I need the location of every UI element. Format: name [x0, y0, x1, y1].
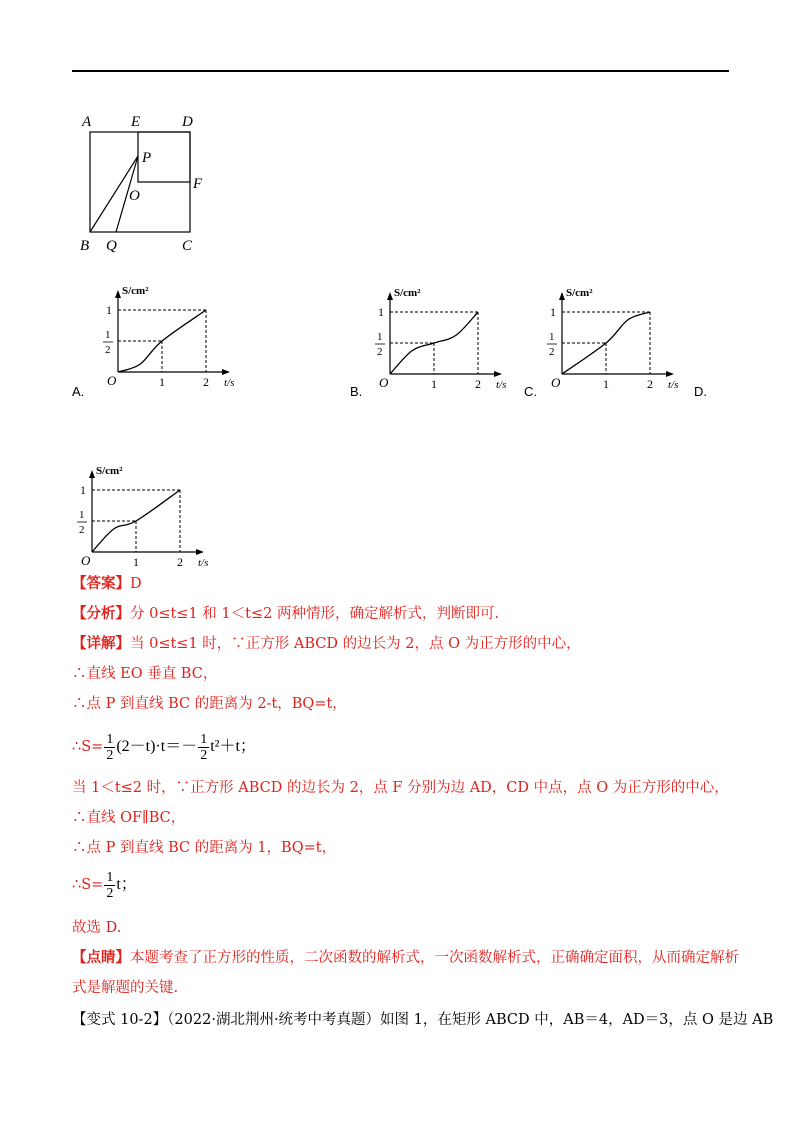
origin-label: O [379, 375, 389, 390]
option-label-d[interactable]: D. [694, 384, 707, 399]
y-tick-half-num: 1 [377, 331, 383, 343]
detail-tag: 【详解】 [72, 635, 130, 652]
detail-line-3: ∴点 P 到直线 BC 的距离为 2-t，BQ=t， [72, 696, 347, 712]
y-tick-half-num: 1 [105, 329, 111, 341]
option-label-c[interactable]: C. [524, 384, 537, 399]
formula-line-1 [72, 730, 256, 764]
next-problem-line: 【变式 10-2】（2022·湖北荆州·统考中考真题）如图 1，在矩形 ABCD 中，AB＝4，AD＝3，点 O 是边 AB [72, 1012, 774, 1028]
y-axis-label: S/cm² [96, 465, 123, 477]
analysis-text: 分 0≤t≤1 和 1＜t≤2 两种情形，确定解析式，判断即可. [130, 606, 500, 622]
detail-line-2: ∴直线 EO 垂直 BC， [72, 666, 218, 682]
y-tick-1: 1 [550, 305, 556, 319]
detail-text-1: 当 0≤t≤1 时，∵正方形 ABCD 的边长为 2，点 O 为正方形的中心， [130, 636, 581, 652]
y-tick-half-num: 1 [549, 331, 555, 343]
comment-line-1 [72, 948, 739, 968]
graph-option-c [540, 280, 690, 390]
y-tick-half-den: 2 [105, 344, 111, 356]
x-tick-1: 1 [603, 377, 609, 391]
x-tick-2: 2 [647, 377, 653, 391]
y-axis-label: S/cm² [566, 287, 593, 299]
formula-2-suffix: t； [116, 876, 137, 893]
y-axis-arrow [115, 290, 121, 298]
x-axis-arrow [666, 371, 674, 377]
formula-2-prefix: ∴S= [72, 877, 104, 893]
y-axis-label: S/cm² [122, 285, 149, 297]
x-axis-label: t/s [224, 377, 235, 389]
y-tick-half-den: 2 [79, 524, 85, 536]
x-tick-2: 2 [475, 377, 481, 391]
formula-1-mid: (2－t)·t＝－ [116, 738, 198, 755]
point-b: B [80, 238, 90, 254]
header-rule [72, 70, 729, 72]
y-axis-label: S/cm² [394, 287, 421, 299]
formula-line-2 [72, 868, 137, 902]
y-tick-1: 1 [80, 483, 86, 497]
option-label-b[interactable]: B. [350, 384, 363, 399]
y-tick-half-den: 2 [377, 346, 383, 358]
y-tick-1: 1 [378, 305, 384, 319]
option-label-a[interactable]: A. [72, 384, 85, 399]
x-tick-2: 2 [177, 555, 183, 569]
formula-1-suffix: t²＋t； [210, 738, 256, 755]
conclusion-line: 故选 D. [72, 920, 122, 936]
y-tick-half-num: 1 [79, 509, 85, 521]
point-d: D [182, 114, 193, 130]
detail-line-1 [72, 634, 581, 654]
x-axis-arrow [494, 371, 502, 377]
analysis-tag: 【分析】 [72, 605, 130, 622]
x-axis-label: t/s [668, 379, 679, 391]
x-tick-1: 1 [159, 375, 165, 389]
detail-line-5: ∴直线 OF∥BC， [72, 810, 186, 826]
comment-line-2: 式是解题的关键. [72, 980, 179, 996]
detail-line-4: 当 1＜t≤2 时，∵正方形 ABCD 的边长为 2，点 F 分别为边 AD，CD 中点，点 O 为正方形的中心， [72, 780, 729, 796]
x-axis-label: t/s [496, 379, 507, 391]
x-tick-2: 2 [203, 375, 209, 389]
point-e: E [131, 114, 141, 130]
point-o: O [129, 188, 140, 204]
comment-tag: 【点睛】 [72, 949, 130, 966]
point-f: F [193, 176, 203, 192]
answer-value: D [130, 576, 142, 592]
analysis-line [72, 604, 499, 624]
y-axis-arrow [559, 292, 565, 300]
x-axis-arrow [222, 369, 230, 375]
graph-option-a [96, 278, 246, 388]
point-q: Q [106, 238, 117, 254]
x-tick-1: 1 [133, 555, 139, 569]
graph-option-b [368, 280, 518, 390]
x-axis-label: t/s [198, 557, 209, 569]
point-c: C [182, 238, 193, 254]
geometry-figure [78, 110, 218, 260]
fraction-half-2: $\frac{1}{2}$ [200, 731, 208, 763]
answer-tag: 【答案】 [72, 575, 130, 592]
fraction-half-1: $\frac{1}{2}$ [106, 731, 114, 763]
point-p: P [142, 150, 152, 166]
y-axis-arrow [89, 470, 95, 478]
comment-text-1: 本题考查了正方形的性质，二次函数的解析式，一次函数解析式，正确确定面积，从而确定解析 [130, 950, 739, 966]
formula-1-prefix: ∴S= [72, 739, 104, 755]
point-a: A [82, 114, 92, 130]
y-tick-half-den: 2 [549, 346, 555, 358]
fraction-half-3: $\frac{1}{2}$ [106, 869, 114, 901]
x-axis-arrow [196, 549, 204, 555]
y-tick-1: 1 [106, 303, 112, 317]
origin-label: O [551, 375, 561, 390]
detail-line-6: ∴点 P 到直线 BC 的距离为 1，BQ=t， [72, 840, 337, 856]
origin-label: O [107, 373, 117, 388]
x-tick-1: 1 [431, 377, 437, 391]
graph-option-d [70, 458, 220, 568]
answer-line [72, 574, 142, 594]
origin-label: O [81, 553, 91, 568]
y-axis-arrow [387, 292, 393, 300]
